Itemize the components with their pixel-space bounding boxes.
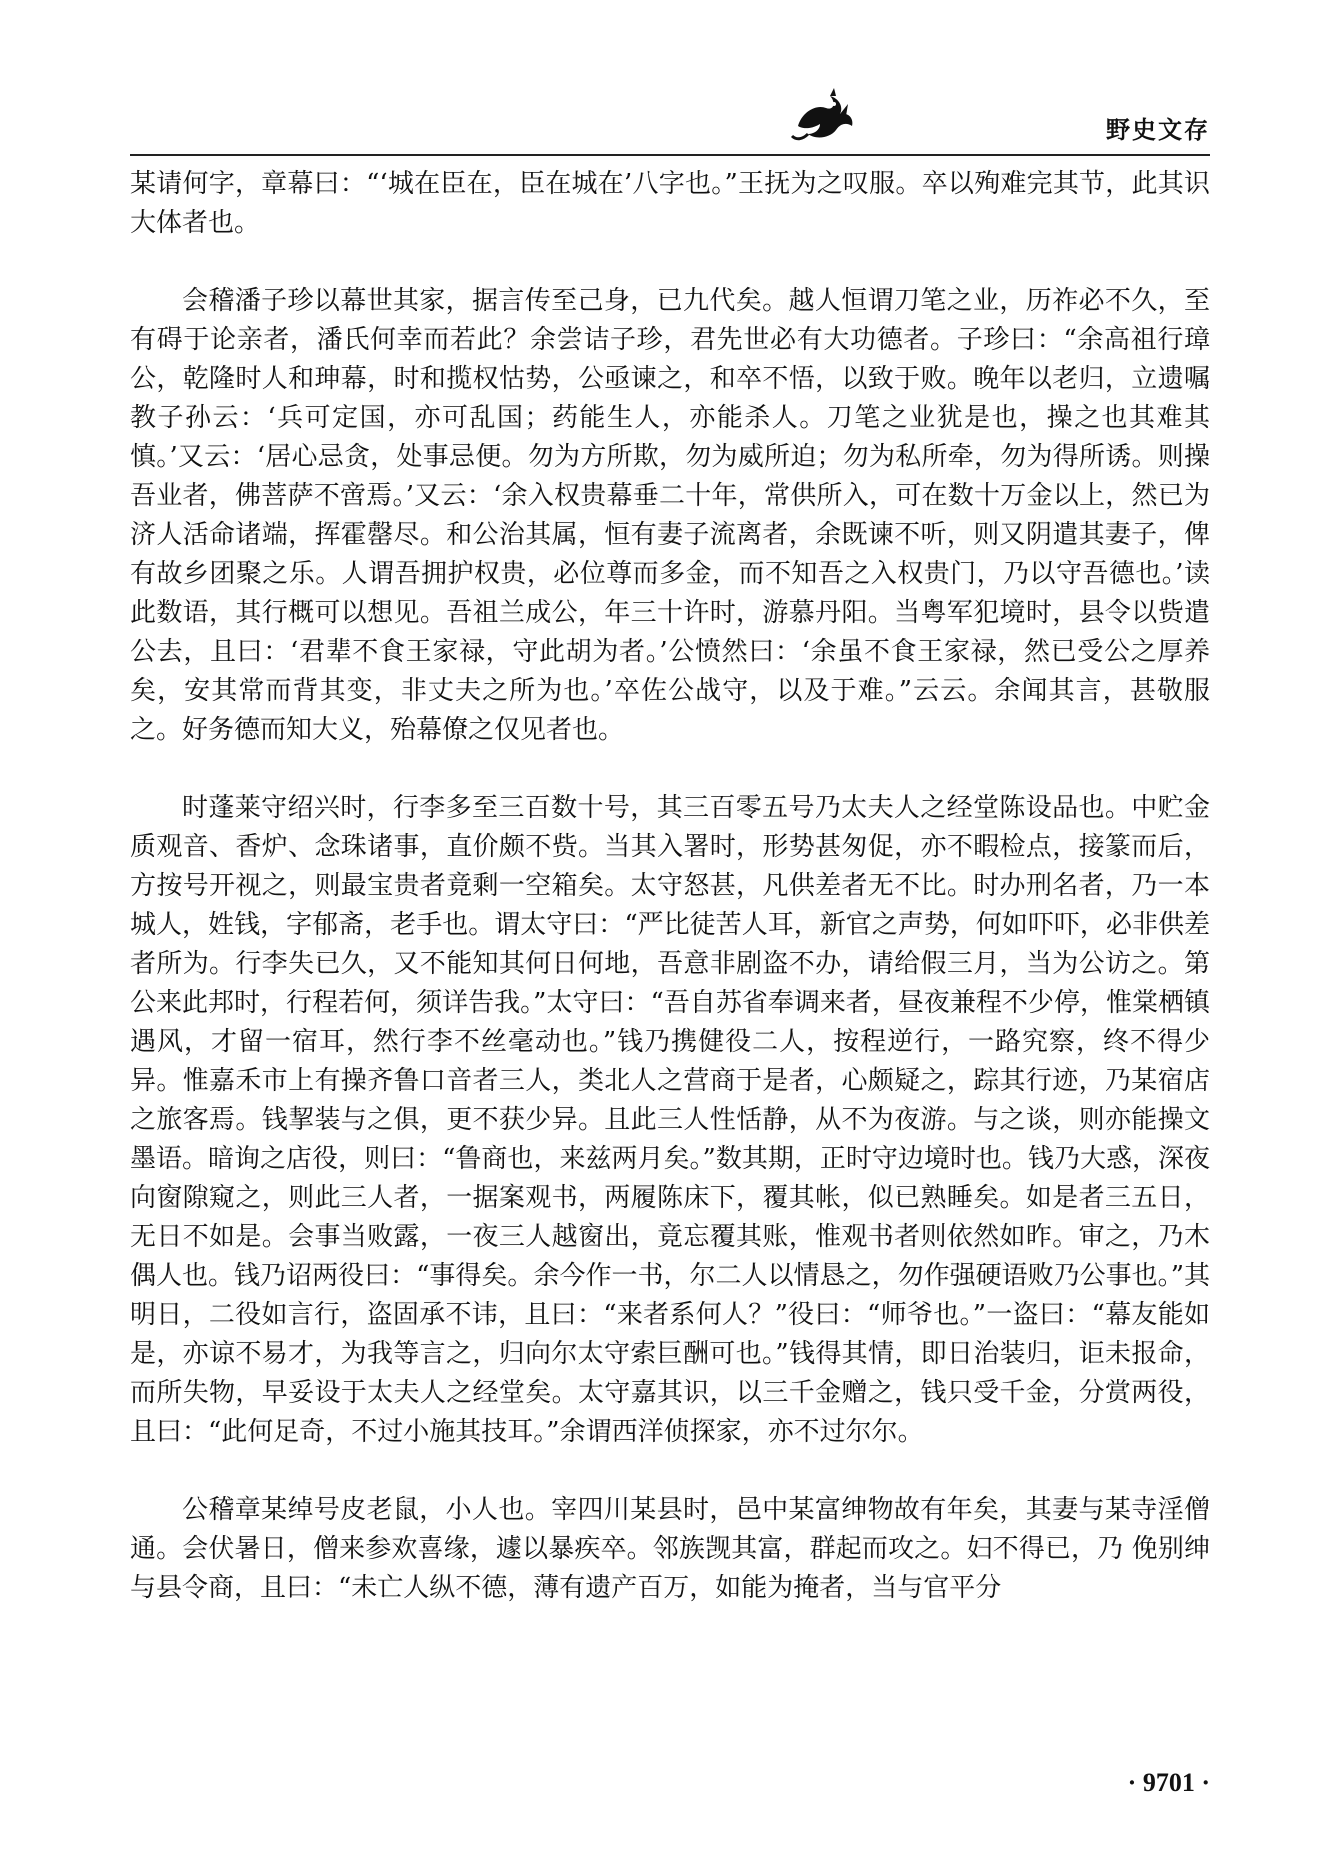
paragraph-2: 会稽潘子珍以幕世其家，据言传至己身，已九代矣。越人恒谓刀笔之业，历祚必不久，至有碍于论亲者，潘氏何幸而若此？余尝诘子珍，君先世必有大功德者。子珍曰：“余高祖行璋公，乾隆时人和珅幕，时和揽权怙势，公亟谏之，和卒不悟，以致于败。晚年以老归，立遗嘱教子孙云：‘兵可定国，亦可乱国；药能生人，亦能杀人。刀笔之业犹是也，操之也其难其慎。’又云：‘居心忌贪，处事忌便。勿为方所欺，勿为威所迫；勿为私所牵，勿为得所诱。则操吾业者，佛菩萨不啻焉。’又云：‘余入权贵幕垂二十年，常供所入，可在数十万金以上，然已为济人活命诸端，挥霍罄尽。和公治其属，恒有妻子流离者，余既谏不听，则又阴遣其妻子，俾有故乡团聚之乐。人谓吾拥护权贵，必位尊而多金，而不知吾之入权贵门，乃以守吾德也。’读此数语，其行概可以想见。吾祖兰成公，年三十许时，游慕丹阳。当粤军犯境时，县令以赀遣公去，且曰：‘君辈不食王家禄，守此胡为者。’公愤然曰：‘余虽不食王家禄，然已受公之厚养矣，安其常而背其变，非丈夫之所为也。’卒佐公战守，以及于难。”云云。余闻其言，甚敬服之。好务德而知大义，殆幕僚之仅见者也。: [130, 286, 1210, 745]
header-rule: [130, 154, 1210, 156]
page-header: [130, 70, 1210, 160]
paragraph-3: 时蓬莱守绍兴时，行李多至三百数十号，其三百零五号乃太夫人之经堂陈设品也。中贮金质观音、香炉、念珠诸事，直价颇不赀。当其入署时，形势甚匆促，亦不暇检点，接篆而后，方按号开视之，则最宝贵者竟剩一空箱矣。太守怒甚，凡供差者无不比。时办刑名者，乃一本城人，姓钱，字郁斋，老手也。谓太守曰：“严比徒苦人耳，新官之声势，何如吓吓，必非供差者所为。行李失已久，又不能知其何日何地，吾意非剧盗不办，请给假三月，当为公访之。第公来此邦时，行程若何，须详告我。”太守曰：“吾自苏省奉调来者，昼夜兼程不少停，惟棠栖镇遇风，才留一宿耳，然行李不丝毫动也。”钱乃携健役二人，按程逆行，一路究察，终不得少异。惟嘉禾市上有操齐鲁口音者三人，类北人之营商于是者，心颇疑之，踪其行迹，乃某宿店之旅客焉。钱挈装与之俱，更不获少异。且此三人性恬静，从不为夜游。与之谈，则亦能操文墨语。暗询之店役，则曰：“鲁商也，来兹两月矣。”数其期，正时守边境时也。钱乃大惑，深夜向窗隙窥之，则此三人者，一据案观书，两履陈床下，覆其帐，似已熟睡矣。如是者三五日，无日不如是。会事当败露，一夜三人越窗出，竟忘覆其账，惟观书者则依然如昨。审之，乃木偶人也。钱乃诏两役曰：“事得矣。余今作一书，尔二人以情恳之，勿作强硬语败乃公事也。”其明日，二役如言行，盗固承不讳，且曰：“来者系何人？”役曰：“师爷也。”一盗曰：“幕友能如是，亦谅不易才，为我等言之，归向尔太守索巨酬可也。”钱得其情，即日治装归，讵未报命，而所失物，早妥设于太夫人之经堂矣。太守嘉其识，以三千金赠之，钱只受千金，分赏两役，且曰：“此何足奇，不过小施其技耳。”余谓西洋侦探家，亦不过尔尔。: [130, 793, 1210, 1447]
paragraph-4: 公稽章某绰号皮老鼠，小人也。宰四川某县时，邑中某富绅物故有年矣，其妻与某寺淫僧通。会伏暑日，僧来参欢喜缘，遽以暴疾卒。邻族觊其富，群起而攻之。妇不得已，乃 俛别绅与县令商，且曰：“未亡人纵不德，薄有遗产百万，如能为掩者，当与官平分: [130, 1495, 1210, 1603]
header-title: 野史文存: [1106, 116, 1210, 144]
dragon-emblem-icon: [790, 82, 860, 148]
page-body: [130, 165, 1210, 1608]
page-number: · 9701 ·: [1127, 1768, 1210, 1797]
paragraph-1: 某请何字，章幕曰：“‘城在臣在，臣在城在’八字也。”王抚为之叹服。卒以殉难完其节，此其识大体者也。: [130, 169, 1210, 238]
